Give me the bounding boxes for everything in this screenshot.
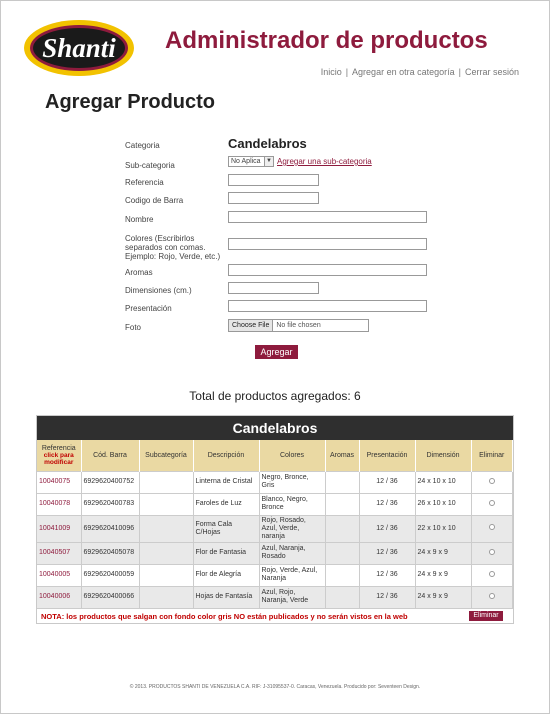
aromas-input[interactable] bbox=[228, 264, 427, 276]
ref-cell[interactable]: 10040005 bbox=[37, 564, 81, 586]
dimension-cell: 24 x 9 x 9 bbox=[415, 564, 471, 586]
nombre-label: Nombre bbox=[125, 215, 154, 224]
barcode-cell: 6929620400066 bbox=[81, 586, 139, 608]
file-status: No file chosen bbox=[276, 322, 321, 329]
radio-icon[interactable] bbox=[489, 549, 495, 555]
eliminar-cell bbox=[471, 564, 513, 586]
total-productos: Total de productos agregados: 6 bbox=[189, 389, 361, 403]
choose-file-button[interactable]: Choose File bbox=[229, 320, 273, 331]
ref-cell[interactable]: 10040075 bbox=[37, 471, 81, 493]
products-table-panel bbox=[36, 415, 514, 624]
logo-text: Shanti bbox=[42, 33, 116, 63]
radio-icon[interactable] bbox=[489, 524, 495, 530]
col-descripcion: Descripción bbox=[193, 440, 259, 471]
dimension-cell: 24 x 9 x 9 bbox=[415, 542, 471, 564]
col-referencia bbox=[37, 440, 81, 471]
col-subcategoria: Subcategoría bbox=[139, 440, 193, 471]
nav-separator: | bbox=[345, 67, 349, 77]
aromas-cell bbox=[325, 542, 359, 564]
colores-label bbox=[125, 234, 220, 261]
dimension-cell: 22 x 10 x 10 bbox=[415, 515, 471, 542]
colores-label-line3: Ejemplo: Rojo, Verde, etc.) bbox=[125, 252, 221, 261]
nav-cerrar-sesion[interactable]: Cerrar sesión bbox=[464, 67, 519, 77]
site-header bbox=[1, 1, 549, 91]
colores-label-line1: Colores (Escribirlos bbox=[125, 234, 195, 243]
table-note-row bbox=[37, 608, 513, 623]
click-para-modificar: click para modificar bbox=[43, 451, 74, 466]
presentacion-cell: 12 / 36 bbox=[359, 493, 415, 515]
descripcion-cell: Flor de Alegría bbox=[193, 564, 259, 586]
aromas-cell bbox=[325, 471, 359, 493]
ref-cell[interactable]: 10040507 bbox=[37, 542, 81, 564]
ref-cell[interactable]: 10040078 bbox=[37, 493, 81, 515]
categoria-value: Candelabros bbox=[228, 136, 307, 151]
descripcion-cell: Hojas de Fantasía bbox=[193, 586, 259, 608]
colores-cell: Azul, Rojo, Naranja, Verde bbox=[259, 586, 325, 608]
referencia-input[interactable] bbox=[228, 174, 319, 186]
eliminar-cell bbox=[471, 586, 513, 608]
subcategoria-cell bbox=[139, 586, 193, 608]
presentacion-label: Presentación bbox=[125, 304, 172, 313]
presentacion-cell: 12 / 36 bbox=[359, 515, 415, 542]
aromas-label: Aromas bbox=[125, 268, 153, 277]
foto-file-input[interactable] bbox=[228, 319, 369, 332]
radio-icon[interactable] bbox=[489, 500, 495, 506]
table-row bbox=[37, 542, 513, 564]
nav-agregar-otra-categoria[interactable]: Agregar en otra categoría bbox=[352, 67, 455, 77]
colores-cell: Blanco, Negro, Bronce bbox=[259, 493, 325, 515]
eliminar-cell bbox=[471, 471, 513, 493]
eliminar-cell bbox=[471, 542, 513, 564]
ref-cell[interactable]: 10040006 bbox=[37, 586, 81, 608]
shanti-logo[interactable] bbox=[23, 19, 135, 77]
ref-cell[interactable]: 10041009 bbox=[37, 515, 81, 542]
eliminar-button[interactable]: Eliminar bbox=[469, 611, 503, 621]
eliminar-cell bbox=[471, 515, 513, 542]
subcategoria-select[interactable] bbox=[228, 156, 274, 167]
radio-icon[interactable] bbox=[489, 478, 495, 484]
subcategoria-label: Sub-categoria bbox=[125, 161, 175, 170]
nav-inicio[interactable]: Inicio bbox=[320, 67, 342, 77]
table-row bbox=[37, 586, 513, 608]
nav-separator: | bbox=[458, 67, 461, 77]
add-subcategoria-link[interactable]: Agregar una sub-categoria bbox=[277, 157, 372, 166]
site-title: Administrador de productos bbox=[165, 27, 488, 54]
barcode-cell: 6929620400752 bbox=[81, 471, 139, 493]
subcategoria-cell bbox=[139, 542, 193, 564]
dimensiones-input[interactable] bbox=[228, 282, 319, 294]
products-table bbox=[37, 440, 513, 608]
col-dimension: Dimensión bbox=[415, 440, 471, 471]
unpublished-note: NOTA: los productos que salgan con fondo color gris NO están publicados y no serán vistos en la web bbox=[41, 612, 408, 621]
barcode-cell: 6929620400783 bbox=[81, 493, 139, 515]
codigo-label: Codigo de Barra bbox=[125, 196, 184, 205]
page-title: Agregar Producto bbox=[45, 91, 216, 113]
col-cod-barra: Cód. Barra bbox=[81, 440, 139, 471]
col-colores: Colores bbox=[259, 440, 325, 471]
categoria-label: Categoria bbox=[125, 141, 160, 150]
dimensiones-label: Dimensiones (cm.) bbox=[125, 286, 192, 295]
chevron-down-icon: ▼ bbox=[264, 157, 273, 166]
add-product-form bbox=[125, 135, 445, 337]
subcategoria-cell bbox=[139, 471, 193, 493]
radio-icon[interactable] bbox=[489, 593, 495, 599]
barcode-cell: 6929620405078 bbox=[81, 542, 139, 564]
col-referencia-label: Referencia bbox=[41, 444, 76, 452]
colores-cell: Negro, Bronce, Gris bbox=[259, 471, 325, 493]
aromas-cell bbox=[325, 564, 359, 586]
descripcion-cell: Linterna de Cristal bbox=[193, 471, 259, 493]
nombre-input[interactable] bbox=[228, 211, 427, 223]
col-eliminar: Eliminar bbox=[471, 440, 513, 471]
presentacion-input[interactable] bbox=[228, 300, 427, 312]
subcategoria-selected: No Aplica bbox=[231, 158, 261, 165]
top-nav bbox=[321, 67, 519, 77]
colores-cell: Azul, Naranja, Rosado bbox=[259, 542, 325, 564]
descripcion-cell: Forma Cala C/Hojas bbox=[193, 515, 259, 542]
presentacion-cell: 12 / 36 bbox=[359, 586, 415, 608]
presentacion-cell: 12 / 36 bbox=[359, 542, 415, 564]
subcategoria-cell bbox=[139, 564, 193, 586]
table-row bbox=[37, 493, 513, 515]
subcategoria-cell bbox=[139, 515, 193, 542]
table-row bbox=[37, 515, 513, 542]
referencia-label: Referencia bbox=[125, 178, 164, 187]
radio-icon[interactable] bbox=[489, 571, 495, 577]
table-title: Candelabros bbox=[37, 416, 513, 440]
barcode-cell: 6929620400059 bbox=[81, 564, 139, 586]
footer: © 2013. PRODUCTOS SHANTI DE VENEZUELA C.A. RIF: J-31095537-0. Caracas, Venezuela. Producido por: Seventeen Design. bbox=[129, 684, 421, 690]
foto-label: Foto bbox=[125, 323, 142, 332]
aromas-cell bbox=[325, 493, 359, 515]
table-row bbox=[37, 564, 513, 586]
colores-label-line2: separados con comas. bbox=[125, 243, 206, 252]
descripcion-cell: Faroles de Luz bbox=[193, 493, 259, 515]
presentacion-cell: 12 / 36 bbox=[359, 564, 415, 586]
table-row bbox=[37, 471, 513, 493]
aromas-cell bbox=[325, 515, 359, 542]
presentacion-cell: 12 / 36 bbox=[359, 471, 415, 493]
colores-input[interactable] bbox=[228, 238, 427, 250]
col-aromas: Aromas bbox=[325, 440, 359, 471]
colores-cell: Rojo, Rosado, Azul, Verde, naranja bbox=[259, 515, 325, 542]
aromas-cell bbox=[325, 586, 359, 608]
eliminar-cell bbox=[471, 493, 513, 515]
agregar-button[interactable]: Agregar bbox=[255, 345, 298, 359]
barcode-cell: 6929620410096 bbox=[81, 515, 139, 542]
descripcion-cell: Flor de Fantasia bbox=[193, 542, 259, 564]
dimension-cell: 26 x 10 x 10 bbox=[415, 493, 471, 515]
codigo-barra-input[interactable] bbox=[228, 192, 319, 204]
col-presentacion: Presentación bbox=[359, 440, 415, 471]
colores-cell: Rojo, Verde, Azul, Naranja bbox=[259, 564, 325, 586]
dimension-cell: 24 x 9 x 9 bbox=[415, 586, 471, 608]
dimension-cell: 24 x 10 x 10 bbox=[415, 471, 471, 493]
subcategoria-cell bbox=[139, 493, 193, 515]
